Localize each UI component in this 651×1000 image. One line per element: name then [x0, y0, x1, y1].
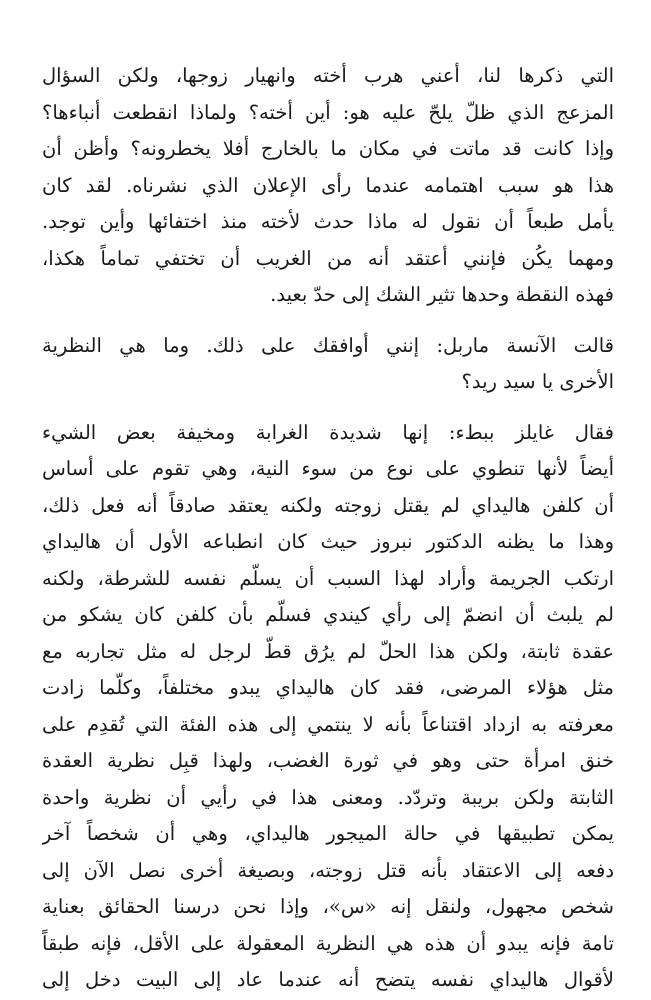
text-line: الأخرى يا سيد ريد؟ — [461, 370, 614, 393]
text-line: لأقوال هاليداي نفسه يتضح أنه عندما عاد إلى البيت دخل إلى — [42, 968, 614, 991]
text-line: الثابتة ولكن بريبة وتردّد. ومعنى هذا في رأيي أن نظرية واحدة — [42, 785, 614, 809]
book-page — [42, 58, 614, 999]
text-line: يمكن تطبيقها في حالة الميجور هاليداي، وهي أن شخصاً آخر — [42, 822, 614, 845]
paragraph-gap — [42, 401, 614, 415]
text-line: معرفته به ازداد اقتناعاً بأنه لا ينتمي إلى هذه الفئة التي تُقدِم على — [42, 712, 614, 736]
text-line: وهذا ما يظنه الدكتور نبروز حيث كان انطباعه الأول أن هاليداي — [42, 530, 614, 553]
text-line: ومهما يكُن فإنني أعتقد أنه من الغريب أن تختفي تماماً هكذا، — [42, 246, 614, 270]
text-line: مثل هؤلاء المرضى، فقد كان هاليداي يبدو مختلفاً، وكلّما زادت — [42, 676, 614, 699]
text-line: عقدة ثابتة، ولكن هذا الحلّ لم يرُق قطّ لرجل له مثل تجاربه مع — [42, 639, 614, 663]
paragraph-gap — [42, 314, 614, 328]
text-line: قالت الآنسة ماربل: إنني أوافقك على ذلك. وما هي النظرية — [42, 333, 614, 357]
text-line: فقال غايلز ببطء: إنها شديدة الغرابة ومخيفة بعض الشيء — [42, 420, 614, 444]
text-line: هذا هو سبب اهتمامه عندما رأى الإعلان الذي نشرناه. لقد كان — [42, 173, 614, 197]
text-line: أن كلفن هاليداي لم يقتل زوجته ولكنه يعتقد صادقاً أنه فعل ذلك، — [42, 493, 614, 517]
text-line: التي ذكرها لنا، أعني هرب أخته وانهيار زوجها، ولكن السؤال — [42, 64, 614, 87]
paragraph-1 — [42, 58, 614, 314]
text-line: المزعج الذي ظلّ يلحّ عليه هو: أين أخته؟ ولماذا انقطعت أنباءها؟ — [42, 100, 614, 124]
text-line: يأمل طبعاً أن نقول له ماذا حدث لأخته منذ اختفائها وأين توجد. — [42, 210, 614, 233]
text-line: خنق امرأة حتى وهو في ثورة الغضب، ولهذا قبِل نظرية العقدة — [42, 749, 614, 772]
text-line: فهذه النقطة وحدها تثير الشك إلى حدّ بعيد. — [270, 283, 614, 306]
paragraph-3 — [42, 415, 614, 999]
text-line: أيضاً لأنها تنطوي على نوع من سوء النية، وهي تقوم على أساس — [42, 457, 614, 480]
text-line: شخص مجهول، ولنقل إنه «س»، وإذا نحن درسنا الحقائق بعناية — [42, 895, 614, 918]
text-line: لم يلبث أن انضمّ إلى رأي كيندي فسلّم بأن كلفن كان يشكو من — [42, 603, 614, 626]
text-line: تامة فإنه يبدو أن هذه هي النظرية المعقولة على الأقل، فإنه طبقاً — [42, 931, 614, 955]
paragraph-2 — [42, 328, 614, 401]
text-line: دفعه إلى الاعتقاد بأنه قتل زوجته، وبصيغة أخرى نصل الآن إلى — [42, 858, 614, 882]
text-line: ارتكب الجريمة وأراد لهذا السبب أن يسلّم نفسه للشرطة، ولكنه — [42, 566, 614, 590]
text-line: وإذا كانت قد ماتت في مكان ما بالخارج أفلا يخطرونه؟ وأظن أن — [42, 137, 614, 160]
